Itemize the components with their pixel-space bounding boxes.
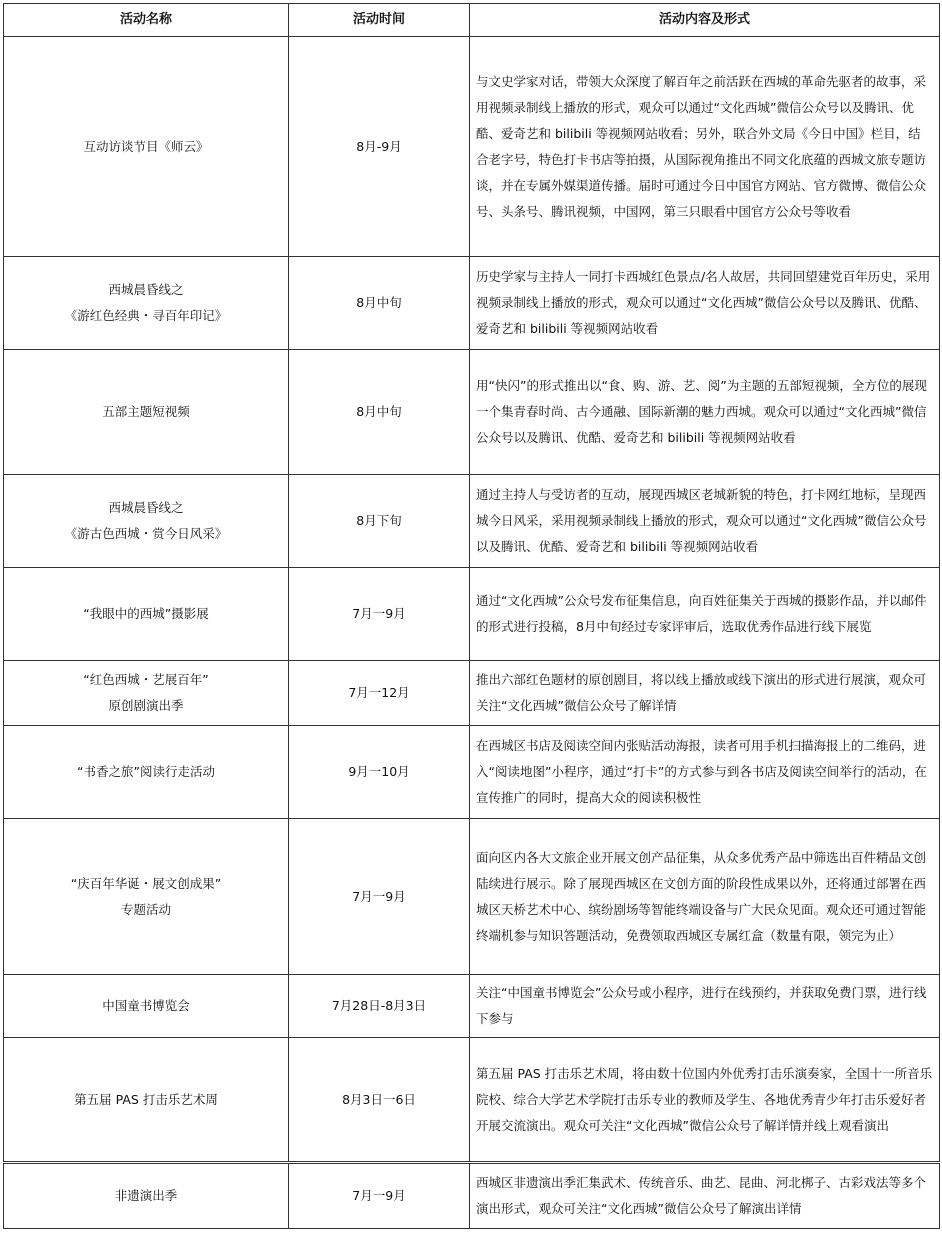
activity-description: 关注“中国童书博览会”公众号或小程序，进行在线预约，并获取免费门票，进行线下参与 — [470, 975, 940, 1038]
activity-description: 西城区非遗演出季汇集武术、传统音乐、曲艺、昆曲、河北梆子、古彩戏法等多个演出形式，观众可关注“文化西城”微信公众号了解演出详情 — [470, 1163, 940, 1229]
table-row — [4, 1038, 940, 1163]
activity-name-cell — [4, 726, 289, 819]
activity-name: “书香之旅”阅读行走活动 — [77, 764, 215, 779]
activity-name-cell — [4, 568, 289, 661]
header-activity-time: 活动时间 — [289, 4, 470, 37]
activity-name-cell — [4, 475, 289, 568]
activity-name-cell — [4, 257, 289, 350]
activity-name: “我眼中的西城”摄影展 — [83, 606, 209, 621]
activity-time: 7月一9月 — [289, 568, 470, 661]
activity-name: 非遗演出季 — [114, 1188, 178, 1203]
table-row — [4, 257, 940, 350]
activity-time: 7月一9月 — [289, 1163, 470, 1229]
activity-name: 中国童书博览会 — [102, 998, 190, 1013]
table-row — [4, 350, 940, 475]
header-activity-name: 活动名称 — [4, 4, 289, 37]
activity-description: 推出六部红色题材的原创剧目，将以线上播放或线下演出的形式进行展演，观众可关注“文化西城”微信公众号了解详情 — [470, 661, 940, 726]
table-row — [4, 568, 940, 661]
table-row — [4, 726, 940, 819]
activity-time: 7月28日-8月3日 — [289, 975, 470, 1038]
activity-name-line: 原创剧演出季 — [108, 698, 184, 713]
activity-description: 用“快闪”的形式推出以“食、购、游、艺、阅”为主题的五部短视频，全方位的展现一个集青春时尚、古今通融、国际新潮的魅力西城。观众可以通过“文化西城”微信公众号以及腾讯、优酷、爱奇艺和 bilibili 等视频网站收看 — [470, 350, 940, 475]
activity-name-cell — [4, 1038, 289, 1163]
table-row — [4, 661, 940, 726]
table-row — [4, 975, 940, 1038]
activity-name-cell — [4, 1163, 289, 1229]
activity-name-cell — [4, 37, 289, 257]
activity-description: 面向区内各大文旅企业开展文创产品征集，从众多优秀产品中筛选出百件精品文创陆续进行展示。除了展现西城区在文创方面的阶段性成果以外，还将通过部署在西城区天桥艺术中心、缤纷剧场等智能终端设备与广大民众见面。观众还可通过智能终端机参与知识答题活动，免费领取西城区专属红盒（数量有限，领完为止） — [470, 819, 940, 975]
activity-name-cell — [4, 975, 289, 1038]
activity-time: 8月3日一6日 — [289, 1038, 470, 1163]
activity-name-line: 《游古色西城・赏今日风采》 — [64, 526, 228, 541]
table-row — [4, 1163, 940, 1229]
activity-name-cell — [4, 819, 289, 975]
activity-description: 通过“文化西城”公众号发布征集信息，向百姓征集关于西城的摄影作品，并以邮件的形式进行投稿，8月中旬经过专家评审后，选取优秀作品进行线下展览 — [470, 568, 940, 661]
activity-name-line: 西城晨昏线之 — [108, 500, 184, 515]
activity-time: 9月一10月 — [289, 726, 470, 819]
activity-time: 8月中旬 — [289, 257, 470, 350]
activity-name-line: “庆百年华诞・展文创成果” — [70, 875, 222, 891]
header-activity-content: 活动内容及形式 — [470, 4, 940, 37]
table-header-row — [4, 4, 940, 37]
activity-name: 第五届 PAS 打击乐艺术周 — [74, 1091, 218, 1107]
activity-description: 通过主持人与受访者的互动，展现西城区老城新貌的特色，打卡网红地标，呈现西城今日风采，采用视频录制线上播放的形式，观众可以通过“文化西城”微信公众号以及腾讯、优酷、爱奇艺和 bilibili 等视频网站收看 — [470, 475, 940, 568]
activity-name-cell — [4, 661, 289, 726]
table-row — [4, 819, 940, 975]
activity-time: 8月中旬 — [289, 350, 470, 475]
activity-description: 在西城区书店及阅读空间内张贴活动海报，读者可用手机扫描海报上的二维码，进入“阅读地图”小程序，通过“打卡”的方式参与到各书店及阅读空间举行的活动，在宣传推广的同时，提高大众的阅读积极性 — [470, 726, 940, 819]
activity-table — [3, 3, 940, 1229]
activity-time: 7月一12月 — [289, 661, 470, 726]
activity-description: 与文史学家对话，带领大众深度了解百年之前活跃在西城的革命先驱者的故事，采用视频录制线上播放的形式，观众可以通过“文化西城”微信公众号以及腾讯、优酷、爱奇艺和 bilibili 等视频网站收看；另外，联合外文局《今日中国》栏目，结合老字号，特色打卡书店等拍摄，从国际视角推出不同文化底蕴的西城文旅专题访谈，并在专属外媒渠道传播。届时可通过今日中国官方网站、官方微博、微信公众号、头条号、腾讯视频，中国网，第三只眼看中国官方公众号等收看 — [470, 37, 940, 257]
activity-name-line: 《游红色经典・寻百年印记》 — [64, 308, 228, 323]
activity-time: 8月下旬 — [289, 475, 470, 568]
activity-table-document — [3, 3, 939, 1229]
activity-name-line: “红色西城・艺展百年” — [83, 672, 209, 687]
activity-name-cell — [4, 350, 289, 475]
table-row — [4, 475, 940, 568]
activity-name: 五部主题短视频 — [102, 404, 190, 419]
activity-time: 8月-9月 — [289, 37, 470, 257]
activity-name-line: 专题活动 — [120, 901, 171, 917]
activity-name: 互动访谈节目《师云》 — [83, 138, 209, 154]
activity-description: 第五届 PAS 打击乐艺术周，将由数十位国内外优秀打击乐演奏家，全国十一所音乐院校、综合大学艺术学院打击乐专业的教师及学生、各地优秀青少年打击乐爱好者开展交流演出。观众可关注“文化西城”微信公众号了解详情并线上观看演出 — [470, 1038, 940, 1163]
activity-name-line: 西城晨昏线之 — [108, 282, 184, 297]
table-row — [4, 37, 940, 257]
activity-description: 历史学家与主持人一同打卡西城红色景点/名人故居，共同回望建党百年历史，采用视频录制线上播放的形式，观众可以通过“文化西城”微信公众号以及腾讯、优酷、爱奇艺和 bilibili 等视频网站收看 — [470, 257, 940, 350]
activity-time: 7月一9月 — [289, 819, 470, 975]
